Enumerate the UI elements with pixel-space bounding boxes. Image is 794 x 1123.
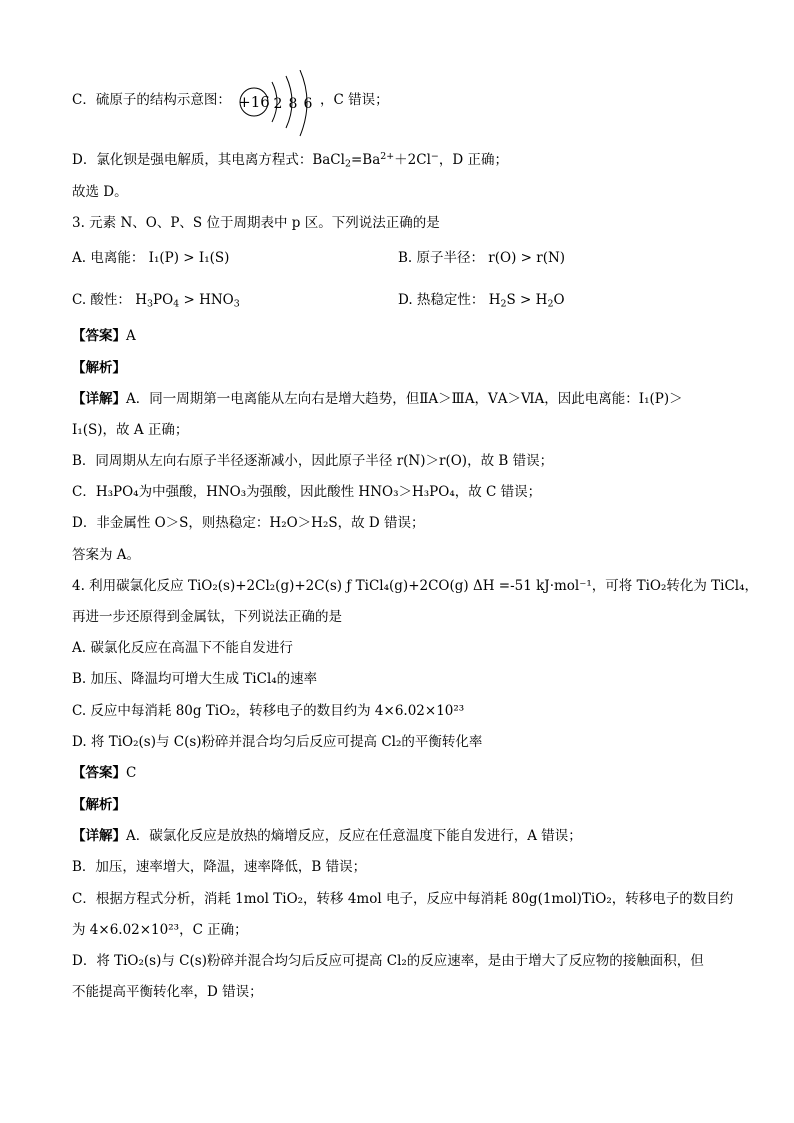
- q3-option-a: A. 电离能： I₁(P) > I₁(S): [72, 250, 230, 266]
- q4-detail-c-line1: C．根据方程式分析，消耗 1mol TiO₂，转移 4mol 电子，反应中每消耗 80g(1mol)TiO₂，转移电子的数目约: [72, 891, 734, 907]
- prev-d-sub: 2: [344, 158, 351, 170]
- q3-answer-value: A: [126, 328, 136, 344]
- q4-answer-value: C: [126, 765, 137, 781]
- sulfur-atom-diagram: [238, 70, 320, 144]
- q4-analysis-label: 【解析】: [72, 797, 126, 813]
- q3-answer-label: 【答案】: [72, 328, 126, 344]
- q3-c-post: > HNO: [179, 292, 234, 308]
- q3-option-b: B. 原子半径： r(O) > r(N): [398, 250, 566, 266]
- q4-detail-label: 【详解】: [72, 828, 126, 844]
- shell-3-count: 6: [303, 96, 313, 112]
- q4-stem-line2: 再进一步还原得到金属钛，下列说法正确的是: [72, 609, 342, 625]
- prev-option-c-text: C．硫原子的结构示意图：: [72, 92, 231, 108]
- q3-answer-line: [72, 326, 136, 346]
- q3-analysis-label: 【解析】: [72, 360, 126, 376]
- prev-option-c-suffix: ，C 错误；: [320, 92, 389, 108]
- q4-answer-line: [72, 763, 136, 783]
- q3-d-sub1: 2: [500, 298, 507, 310]
- shell-1-count: 2: [273, 96, 283, 112]
- atom-structure-icon: [238, 70, 320, 140]
- q4-detail-b: B．加压，速率增大，降温，速率降低，B 错误；: [72, 859, 367, 875]
- q4-detail-a: A．碳氯化反应是放热的熵增反应，反应在任意温度下能自发进行，A 错误；: [126, 828, 582, 844]
- q3-stem: 3. 元素 N、O、P、S 位于周期表中 p 区。下列说法正确的是: [72, 215, 440, 231]
- q4-detail-d-line1: D．将 TiO₂(s)与 C(s)粉碎并混合均匀后反应可提高 Cl₂的反应速率，是由于增大了反应物的接触面积，但: [72, 953, 704, 969]
- q4-detail-a-line: [72, 826, 582, 846]
- q4-option-a: A. 碳氯化反应在高温下不能自发进行: [72, 640, 293, 656]
- q3-c-text: C. 酸性： H: [72, 292, 147, 308]
- q3-detail-a-line2: I₁(S)，故 A 正确；: [72, 422, 189, 438]
- q4-option-c: C. 反应中每消耗 80g TiO₂，转移电子的数目约为 4×6.02×10²³: [72, 703, 465, 719]
- shell-2-count: 8: [288, 96, 298, 112]
- prev-d-eq: =Ba: [350, 152, 381, 168]
- prev-d-sup1: 2+: [380, 150, 395, 162]
- q3-detail-a-line1: [72, 389, 683, 409]
- q3-detail-c: C．H₃PO₄为中强酸，HNO₃为强酸，因此酸性 HNO₃＞H₃PO₄，故 C 错误；: [72, 484, 542, 500]
- q3-option-c: [72, 290, 240, 310]
- q3-detail-d: D．非金属性 O＞S，则热稳定：H₂O＞H₂S，故 D 错误；: [72, 515, 425, 531]
- q3-option-d: [398, 290, 565, 310]
- q3-c-mid: PO: [153, 292, 174, 308]
- q3-c-sub2: 4: [173, 298, 180, 310]
- q3-c-sub3: 3: [233, 298, 240, 310]
- q4-detail-d-line2: 不能提高平衡转化率，D 错误；: [72, 984, 263, 1000]
- prev-d-plus: ＋2Cl: [394, 152, 431, 168]
- q4-detail-c-line2: 为 4×6.02×10²³，C 正确；: [72, 922, 248, 938]
- q3-detail-b: B．同周期从左向右原子半径逐渐减小，因此原子半径 r(N)＞r(O)，故 B 错误；: [72, 453, 554, 469]
- prev-option-d-line: [72, 150, 508, 170]
- q4-option-d: D. 将 TiO₂(s)与 C(s)粉碎并混合均匀后反应可提高 Cl₂的平衡转化率: [72, 734, 483, 750]
- q3-c-sub1: 3: [147, 298, 154, 310]
- q4-answer-label: 【答案】: [72, 765, 126, 781]
- q3-conclusion: 答案为 A。: [72, 547, 141, 563]
- q3-d-mid: S > H: [506, 292, 548, 308]
- q4-stem-line1: 4. 利用碳氯化反应 TiO₂(s)+2Cl₂(g)+2C(s) ƒ TiCl₄(g)+2CO(g) ΔH =-51 kJ·mol⁻¹，可将 TiO₂转化为 TiCl₄，: [72, 578, 759, 594]
- nucleus-charge: +16: [238, 93, 270, 111]
- q3-d-post: O: [553, 292, 565, 308]
- q3-d-text: D. 热稳定性： H: [398, 292, 501, 308]
- q4-option-b: B. 加压、降温均可增大生成 TiCl₄的速率: [72, 671, 318, 687]
- prev-d-sup2: −: [430, 150, 439, 162]
- prev-d-text: D．氯化钡是强电解质，其电离方程式：BaCl: [72, 152, 345, 168]
- q3-detail-label: 【详解】: [72, 391, 126, 407]
- q3-d-sub2: 2: [547, 298, 554, 310]
- q3-detail-a1: A．同一周期第一电离能从左向右是增大趋势，但ⅡA＞ⅢA，ⅤA＞ⅥA，因此电离能：I₁(P)＞: [126, 391, 683, 407]
- prev-choose-line: 故选 D。: [72, 184, 128, 200]
- prev-option-c-line: [72, 90, 231, 110]
- prev-d-post: ，D 正确；: [438, 152, 508, 168]
